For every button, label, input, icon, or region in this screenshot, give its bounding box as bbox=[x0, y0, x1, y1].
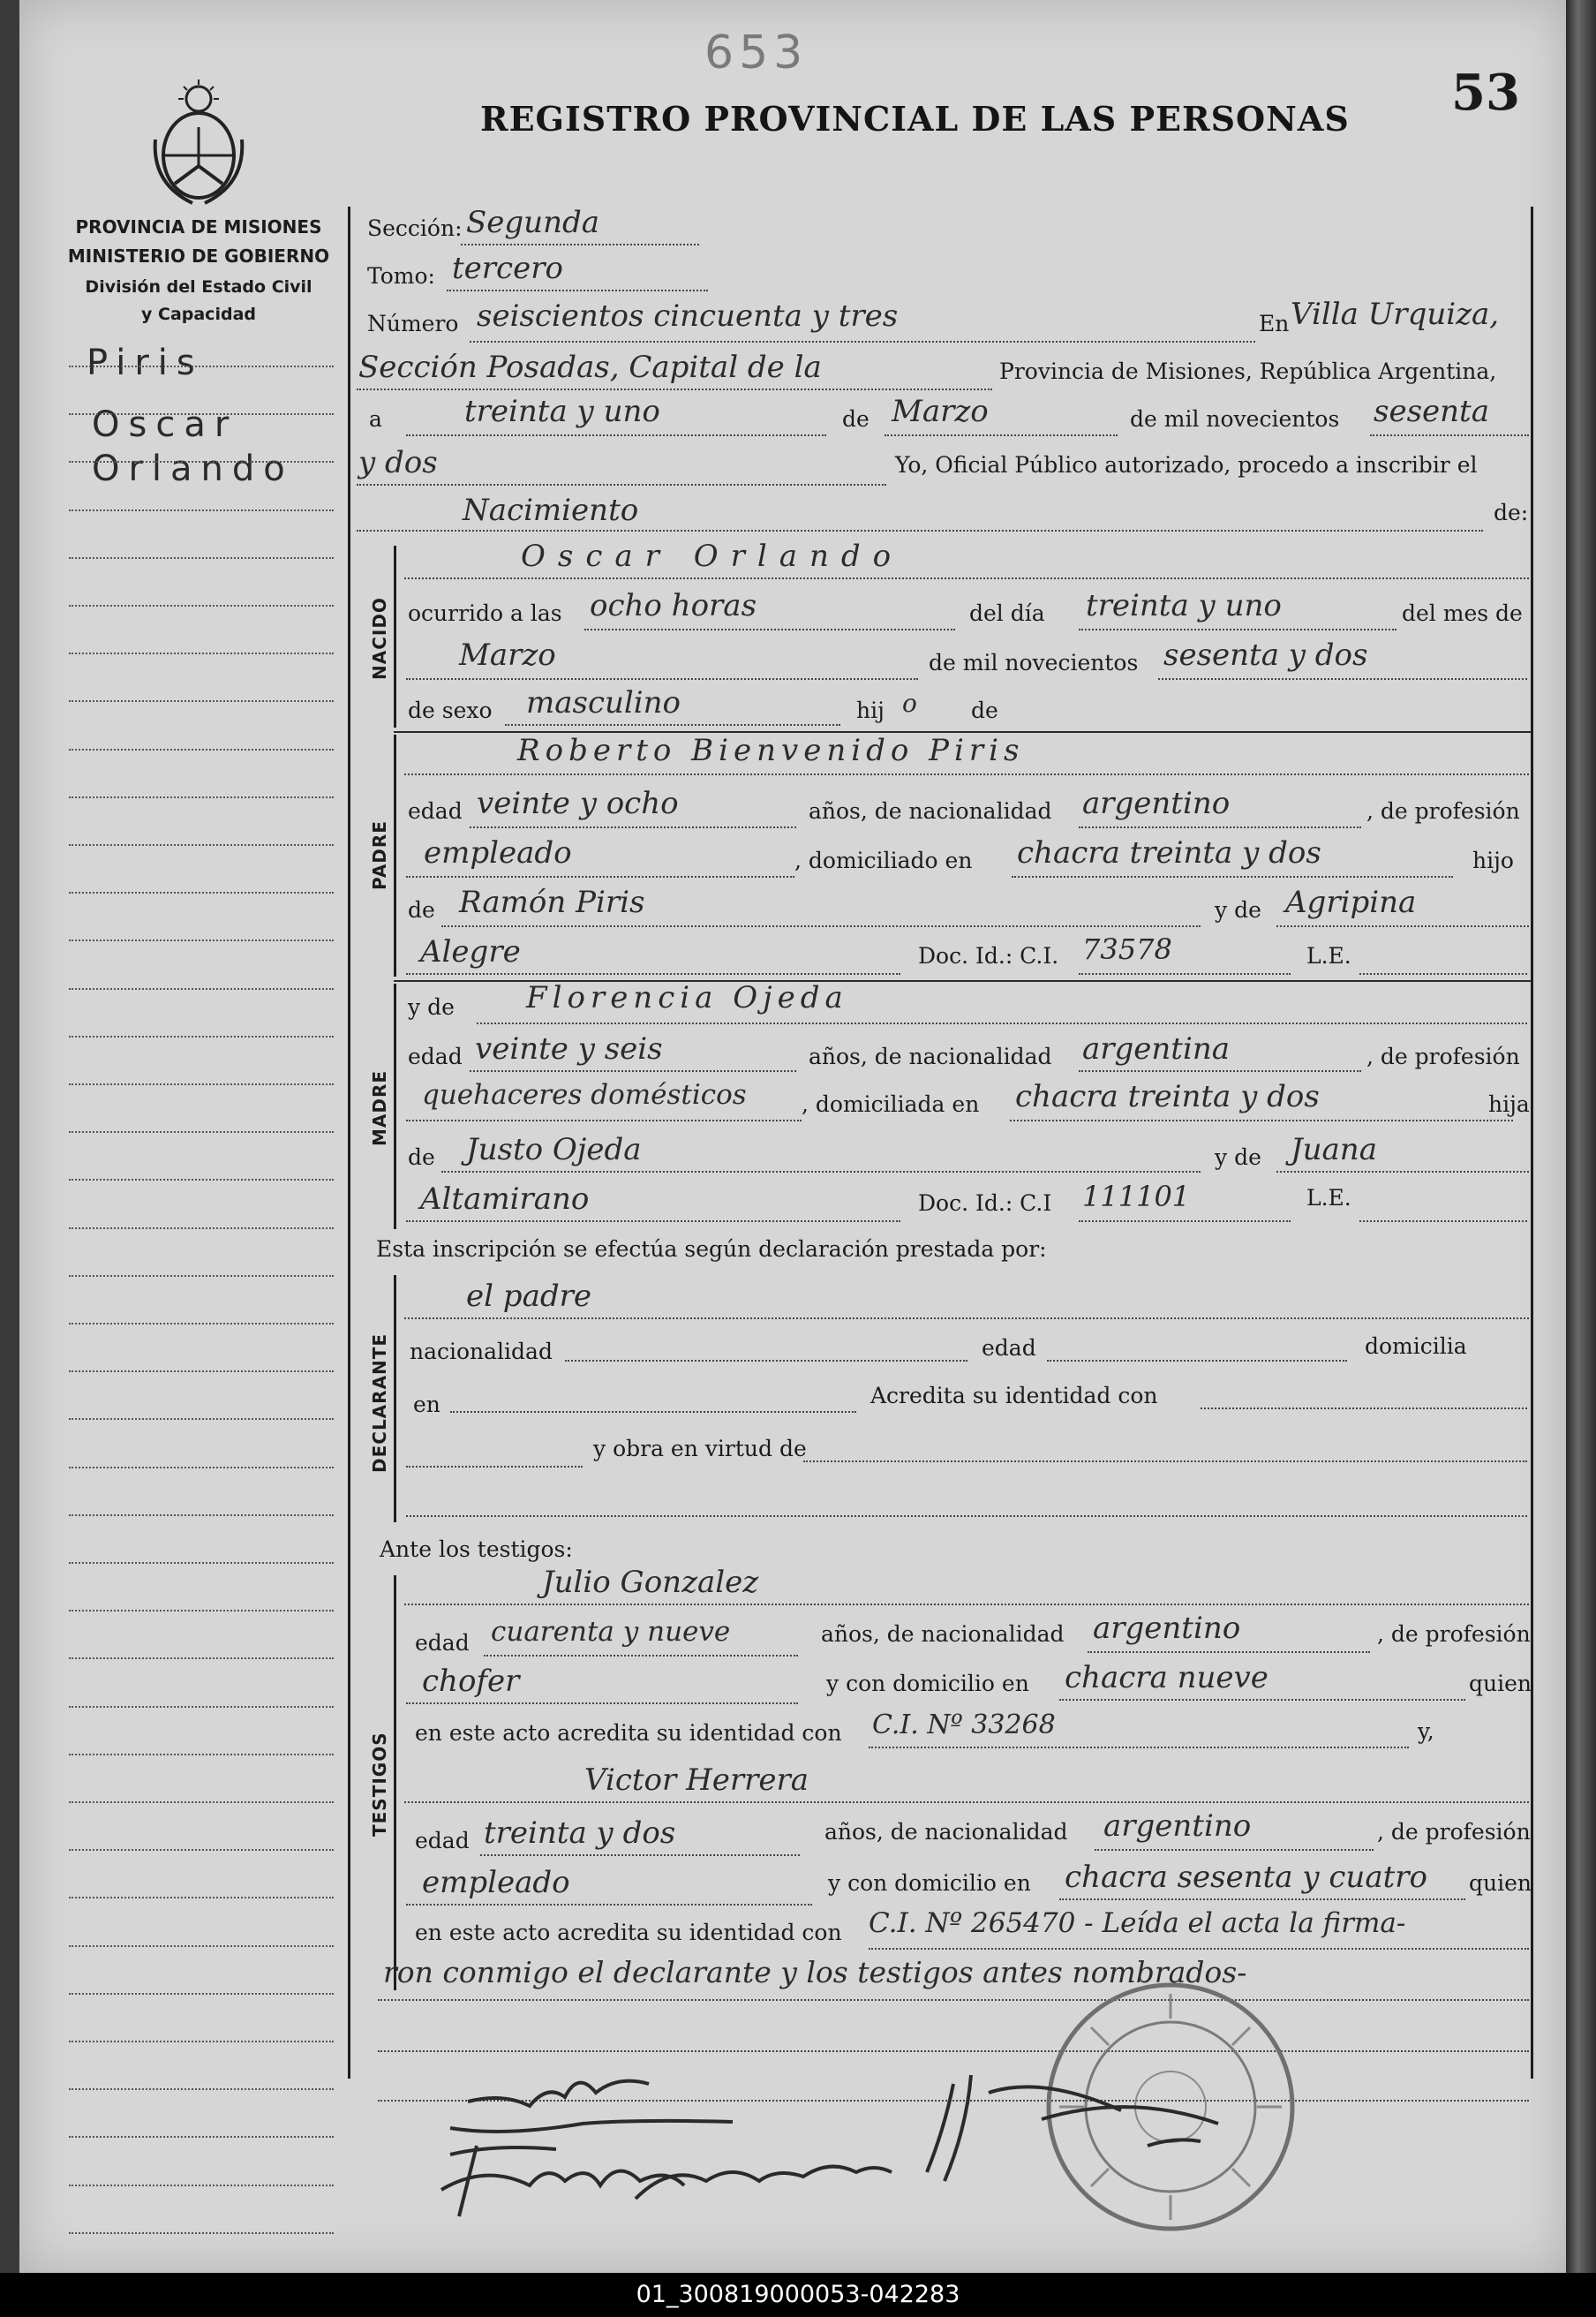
margin-rule-line bbox=[69, 1083, 334, 1085]
anio-value-continued: y dos bbox=[358, 445, 438, 480]
declarante-extra-line bbox=[406, 1515, 1527, 1517]
padre-madre-value-continued: Alegre bbox=[420, 934, 521, 970]
testigo1-nacionalidad-line bbox=[1088, 1651, 1370, 1653]
margin-rule-line bbox=[69, 653, 334, 654]
testigo2-doc-line bbox=[869, 1948, 1529, 1950]
madre-doc-label: Doc. Id.: C.I bbox=[918, 1190, 1052, 1216]
madre-nacionalidad-value: argentina bbox=[1082, 1031, 1231, 1067]
padre-domicilio-value: chacra treinta y dos bbox=[1017, 835, 1321, 871]
mes-value: Marzo bbox=[892, 394, 989, 429]
margin-first-name: Oscar bbox=[92, 404, 238, 445]
testigo2-edad-value: treinta y dos bbox=[484, 1815, 676, 1851]
madre-y-de2-label: y de bbox=[1215, 1144, 1261, 1170]
testigos-intro: Ante los testigos: bbox=[380, 1536, 573, 1562]
madre-edad-label: edad bbox=[408, 1044, 463, 1069]
madre-bracket bbox=[394, 984, 396, 1229]
testigo1-domicilio-value: chacra nueve bbox=[1065, 1660, 1269, 1695]
margin-rule-line bbox=[69, 1945, 334, 1947]
margin-rule-line bbox=[69, 1467, 334, 1468]
padre-madre-cont-line bbox=[406, 973, 900, 975]
padre-padre-value: Ramón Piris bbox=[459, 885, 645, 920]
en-value-continued: Sección Posadas, Capital de la bbox=[358, 350, 822, 385]
declarante-edad-line bbox=[1047, 1360, 1347, 1362]
acto-line bbox=[357, 530, 1483, 532]
testigo2-acredita-label: en este acto acredita su identidad con bbox=[415, 1920, 842, 1945]
seccion-value: Segunda bbox=[466, 205, 600, 240]
declarante-value-line bbox=[404, 1317, 1529, 1319]
page-title: REGISTRO PROVINCIAL DE LAS PERSONAS bbox=[480, 99, 1350, 139]
testigos-bracket bbox=[394, 1575, 396, 1990]
tomo-line bbox=[447, 290, 708, 291]
margin-rule-line bbox=[69, 796, 334, 798]
margin-rule-line bbox=[69, 892, 334, 894]
padre-domicilio-label: , domiciliado en bbox=[794, 848, 973, 873]
testigo2-quien-label: quien bbox=[1469, 1870, 1532, 1896]
margin-rule-line bbox=[69, 1610, 334, 1611]
en-label: En bbox=[1259, 311, 1290, 336]
margin-rule-line bbox=[69, 1227, 334, 1229]
margin-rule-line bbox=[69, 1706, 334, 1708]
main-margin-rule bbox=[348, 207, 350, 2079]
anio-line bbox=[1370, 434, 1529, 436]
testigo1-nacionalidad-value: argentino bbox=[1093, 1611, 1241, 1646]
numero-value: seiscientos cincuenta y tres bbox=[477, 298, 899, 334]
madre-padre-value: Justo Ojeda bbox=[466, 1132, 642, 1167]
nacido-mes-line bbox=[406, 678, 918, 680]
nacido-bracket bbox=[394, 546, 396, 728]
declarante-nacionalidad-label: nacionalidad bbox=[410, 1339, 553, 1364]
testigo2-edad-line bbox=[480, 1854, 800, 1856]
nacido-name-line bbox=[404, 577, 1529, 579]
declarante-value: el padre bbox=[466, 1279, 591, 1314]
testigo2-anios-label: años, de nacionalidad bbox=[824, 1819, 1068, 1845]
testigo1-name: Julio Gonzalez bbox=[542, 1565, 759, 1600]
dia-line bbox=[406, 434, 826, 436]
de-colon-label: de: bbox=[1494, 500, 1529, 525]
provincia-text: Provincia de Misiones, República Argentina, bbox=[999, 358, 1497, 384]
en-value: Villa Urquiza, bbox=[1291, 297, 1500, 332]
padre-madre-value: Agripina bbox=[1285, 885, 1417, 920]
de-label: de bbox=[842, 406, 870, 432]
hora-value: ocho horas bbox=[590, 588, 757, 623]
margin-rule-line bbox=[69, 1370, 334, 1372]
margin-rule-line bbox=[69, 940, 334, 941]
margin-rule-line bbox=[69, 2136, 334, 2138]
testigo1-domicilio-label: y con domicilio en bbox=[826, 1671, 1029, 1696]
nacido-anio-line bbox=[1158, 678, 1527, 680]
testigo2-domicilio-label: y con domicilio en bbox=[828, 1870, 1031, 1896]
madre-domicilio-value: chacra treinta y dos bbox=[1015, 1079, 1320, 1114]
padre-name-line bbox=[404, 774, 1529, 775]
issuer-province: PROVINCIA DE MISIONES bbox=[75, 216, 322, 238]
right-border-rule bbox=[1531, 207, 1533, 2079]
madre-le-label: L.E. bbox=[1306, 1185, 1351, 1211]
issuer-ministry: MINISTERIO DE GOBIERNO bbox=[67, 245, 330, 267]
margin-rule-line bbox=[69, 605, 334, 607]
mil-novecientos-label: de mil novecientos bbox=[1130, 406, 1340, 432]
madre-doc-line bbox=[1079, 1220, 1291, 1222]
madre-madre-line bbox=[1276, 1171, 1529, 1173]
madre-padre-line bbox=[441, 1171, 1201, 1173]
testigo1-edad-label: edad bbox=[415, 1630, 470, 1656]
padre-madre-line bbox=[1276, 925, 1529, 927]
margin-second-name: Orlando bbox=[92, 449, 294, 489]
declarante-obra-line bbox=[803, 1460, 1527, 1462]
nacido-name: Oscar Orlando bbox=[521, 539, 904, 574]
padre-nacionalidad-value: argentino bbox=[1082, 786, 1231, 821]
padre-edad-line bbox=[470, 826, 796, 828]
padre-bracket bbox=[394, 735, 396, 977]
declarante-edad-label: edad bbox=[982, 1335, 1036, 1361]
declarante-doc-line bbox=[406, 1466, 583, 1468]
numero-label: Número bbox=[367, 311, 459, 336]
nacido-de-label: de bbox=[971, 698, 998, 723]
nacido-anio-value: sesenta y dos bbox=[1163, 638, 1368, 673]
padre-profesion-label: , de profesión bbox=[1366, 798, 1520, 824]
testigo1-profesion-line bbox=[406, 1702, 798, 1704]
nacido-mes-value: Marzo bbox=[459, 638, 556, 673]
madre-edad-value: veinte y seis bbox=[475, 1031, 663, 1067]
margin-rule-line bbox=[69, 749, 334, 751]
padre-anios-label: años, de nacionalidad bbox=[809, 798, 1052, 824]
madre-y-de-label: y de bbox=[408, 994, 455, 1020]
margin-rule-line bbox=[69, 1801, 334, 1803]
padre-le-line bbox=[1359, 973, 1527, 975]
margin-rule-line bbox=[69, 1993, 334, 1995]
margin-rule-line bbox=[69, 557, 334, 559]
margin-rule-line bbox=[69, 413, 334, 415]
madre-madre-cont-line bbox=[406, 1220, 900, 1222]
padre-hijo-label: hijo bbox=[1472, 848, 1514, 873]
testigo1-doc-value: C.I. Nº 33268 bbox=[872, 1709, 1056, 1740]
testigo1-y-label: y, bbox=[1418, 1718, 1434, 1744]
madre-domicilio-line bbox=[1010, 1120, 1513, 1121]
testigo1-edad-line bbox=[484, 1655, 798, 1657]
declarante-acredita-line bbox=[1201, 1408, 1527, 1409]
testigo1-name-line bbox=[404, 1604, 1529, 1605]
testigo1-edad-value: cuarenta y nueve bbox=[491, 1616, 731, 1648]
madre-section-label: MADRE bbox=[369, 1069, 390, 1146]
ocurrido-label: ocurrido a las bbox=[408, 600, 562, 626]
tomo-label: Tomo: bbox=[367, 263, 435, 289]
madre-name-line bbox=[477, 1023, 1527, 1024]
closing-text: ron conmigo el declarante y los testigos antes nombrados- bbox=[383, 1955, 1247, 1989]
nacido-section-label: NACIDO bbox=[369, 597, 390, 680]
sexo-value: masculino bbox=[526, 685, 681, 721]
margin-rule-line bbox=[69, 509, 334, 511]
hijo-label: hij bbox=[856, 698, 885, 723]
padre-edad-value: veinte y ocho bbox=[477, 786, 679, 821]
padre-nacionalidad-line bbox=[1079, 826, 1361, 828]
testigo1-profesion-label: , de profesión bbox=[1377, 1621, 1531, 1647]
numero-line bbox=[470, 341, 1255, 343]
madre-le-line bbox=[1359, 1220, 1527, 1222]
margin-rule-line bbox=[69, 1131, 334, 1133]
declarante-en-line bbox=[450, 1411, 856, 1413]
tomo-value: tercero bbox=[452, 251, 563, 286]
madre-anios-label: años, de nacionalidad bbox=[809, 1044, 1052, 1069]
margin-rule-line bbox=[69, 1657, 334, 1659]
margin-surname: Piris bbox=[87, 343, 204, 383]
testigo2-edad-label: edad bbox=[415, 1828, 470, 1853]
margin-rule-line bbox=[69, 2041, 334, 2042]
testigo1-doc-line bbox=[869, 1747, 1409, 1748]
margin-rule-line bbox=[69, 1418, 334, 1420]
hora-line bbox=[584, 629, 955, 630]
blank-line-1 bbox=[378, 2050, 1529, 2052]
margin-rule-line bbox=[69, 2088, 334, 2090]
issuer-division: División del Estado Civil bbox=[85, 277, 312, 297]
mes-line bbox=[885, 434, 1118, 436]
padre-doc-value: 73578 bbox=[1082, 932, 1172, 966]
declarante-intro: Esta inscripción se efectúa según declaración prestada por: bbox=[376, 1236, 1047, 1262]
madre-profesion-value: quehaceres domésticos bbox=[422, 1079, 747, 1111]
dia-value: treinta y uno bbox=[464, 394, 660, 429]
seccion-label: Sección: bbox=[367, 215, 463, 241]
margin-rule-line bbox=[69, 1897, 334, 1898]
declarante-bracket bbox=[394, 1275, 396, 1522]
padre-profesion-line bbox=[406, 876, 794, 878]
testigo2-name: Victor Herrera bbox=[584, 1762, 809, 1798]
margin-rule-line bbox=[69, 461, 334, 463]
madre-nacionalidad-line bbox=[1079, 1070, 1361, 1072]
testigo2-name-line bbox=[404, 1801, 1529, 1803]
declarante-obra-label: y obra en virtud de bbox=[593, 1436, 807, 1461]
coat-of-arms-icon bbox=[148, 78, 249, 210]
padre-doc-line bbox=[1079, 973, 1291, 975]
madre-madre-value-continued: Altamirano bbox=[420, 1181, 590, 1217]
padre-doc-label: Doc. Id.: C.I. bbox=[918, 943, 1059, 969]
testigo1-quien-label: quien bbox=[1469, 1671, 1532, 1696]
margin-rule-line bbox=[69, 1514, 334, 1516]
padre-profesion-value: empleado bbox=[424, 835, 572, 871]
declarante-nacionalidad-line bbox=[565, 1360, 967, 1362]
margin-rule-line bbox=[69, 1323, 334, 1325]
testigo1-anios-label: años, de nacionalidad bbox=[821, 1621, 1065, 1647]
madre-madre-value: Juana bbox=[1291, 1132, 1377, 1167]
testigo2-domicilio-value: chacra sesenta y cuatro bbox=[1065, 1860, 1427, 1895]
testigo2-domicilio-line bbox=[1059, 1898, 1465, 1900]
madre-profesion-label: , de profesión bbox=[1366, 1044, 1520, 1069]
testigo1-domicilio-line bbox=[1059, 1699, 1465, 1701]
a-label: a bbox=[369, 406, 382, 432]
margin-rule-line bbox=[69, 1849, 334, 1851]
madre-edad-line bbox=[470, 1070, 796, 1072]
sexo-line bbox=[505, 724, 840, 726]
margin-rule-line bbox=[69, 2185, 334, 2186]
testigo1-acredita-label: en este acto acredita su identidad con bbox=[415, 1720, 842, 1746]
padre-domicilio-line bbox=[1012, 876, 1453, 878]
anio-cont-line bbox=[357, 484, 886, 486]
madre-profesion-line bbox=[406, 1120, 802, 1121]
declarante-acredita-label: Acredita su identidad con bbox=[870, 1383, 1158, 1408]
margin-rule-line bbox=[69, 1754, 334, 1755]
padre-le-label: L.E. bbox=[1306, 943, 1351, 969]
madre-de-label: de bbox=[408, 1144, 435, 1170]
margin-rule-line bbox=[69, 1036, 334, 1038]
madre-name: Florencia Ojeda bbox=[526, 980, 848, 1015]
margin-rule-line bbox=[69, 1179, 334, 1181]
margin-rule-line bbox=[69, 1275, 334, 1277]
madre-hija-label: hija bbox=[1488, 1091, 1530, 1117]
madre-domicilio-label: , domiciliada en bbox=[802, 1091, 980, 1117]
margin-rule-line bbox=[69, 2232, 334, 2234]
testigo2-profesion-label: , de profesión bbox=[1377, 1819, 1531, 1845]
testigo2-nacionalidad-value: argentino bbox=[1103, 1808, 1252, 1844]
nacido-dia-line bbox=[1079, 629, 1396, 630]
page-number: 53 bbox=[1451, 64, 1520, 122]
hijo-suffix: o bbox=[902, 689, 917, 718]
padre-section-label: PADRE bbox=[369, 820, 390, 890]
padre-y-de-label: y de bbox=[1215, 897, 1261, 923]
nacido-dia-value: treinta y uno bbox=[1086, 588, 1282, 623]
testigo2-nacionalidad-line bbox=[1095, 1849, 1374, 1851]
margin-rule-line bbox=[69, 1562, 334, 1564]
padre-edad-label: edad bbox=[408, 798, 463, 824]
padre-name: Roberto Bienvenido Piris bbox=[517, 733, 1025, 768]
pencil-folio-number: 653 bbox=[704, 26, 809, 79]
testigos-section-label: TESTIGOS bbox=[369, 1732, 390, 1837]
del-mes-label: del mes de bbox=[1402, 600, 1523, 626]
nacido-mil-label: de mil novecientos bbox=[929, 650, 1139, 675]
book-edge bbox=[1566, 0, 1596, 2273]
del-dia-label: del día bbox=[969, 600, 1045, 626]
signatures bbox=[371, 2057, 1342, 2243]
acto-value: Nacimiento bbox=[463, 493, 639, 528]
anio-value: sesenta bbox=[1374, 394, 1489, 429]
padre-padre-line bbox=[441, 925, 1201, 927]
declarante-en-label: en bbox=[413, 1392, 440, 1417]
en-line bbox=[357, 389, 992, 390]
margin-rule-line bbox=[69, 366, 334, 367]
seccion-line bbox=[461, 244, 699, 245]
declarante-section-label: DECLARANTE bbox=[369, 1332, 390, 1473]
closing-line bbox=[378, 1999, 1529, 2001]
madre-doc-value: 111101 bbox=[1082, 1180, 1191, 1213]
padre-de-label: de bbox=[408, 897, 435, 923]
sexo-label: de sexo bbox=[408, 698, 493, 723]
issuer-capacity: y Capacidad bbox=[141, 305, 256, 324]
testigo2-profesion-value: empleado bbox=[422, 1865, 570, 1900]
margin-rule-line bbox=[69, 988, 334, 990]
margin-rule-line bbox=[69, 700, 334, 702]
testigo2-profesion-line bbox=[406, 1904, 812, 1906]
margin-rule-line bbox=[69, 844, 334, 846]
image-id-footer: 01_300819000053-042283 bbox=[0, 2273, 1596, 2317]
oficial-text: Yo, Oficial Público autorizado, procedo a inscribir el bbox=[895, 452, 1478, 478]
declarante-domicilia-label: domicilia bbox=[1365, 1333, 1467, 1359]
testigo1-profesion-value: chofer bbox=[422, 1664, 520, 1699]
testigo2-doc-value: C.I. Nº 265470 - Leída el acta la firma- bbox=[869, 1907, 1406, 1939]
